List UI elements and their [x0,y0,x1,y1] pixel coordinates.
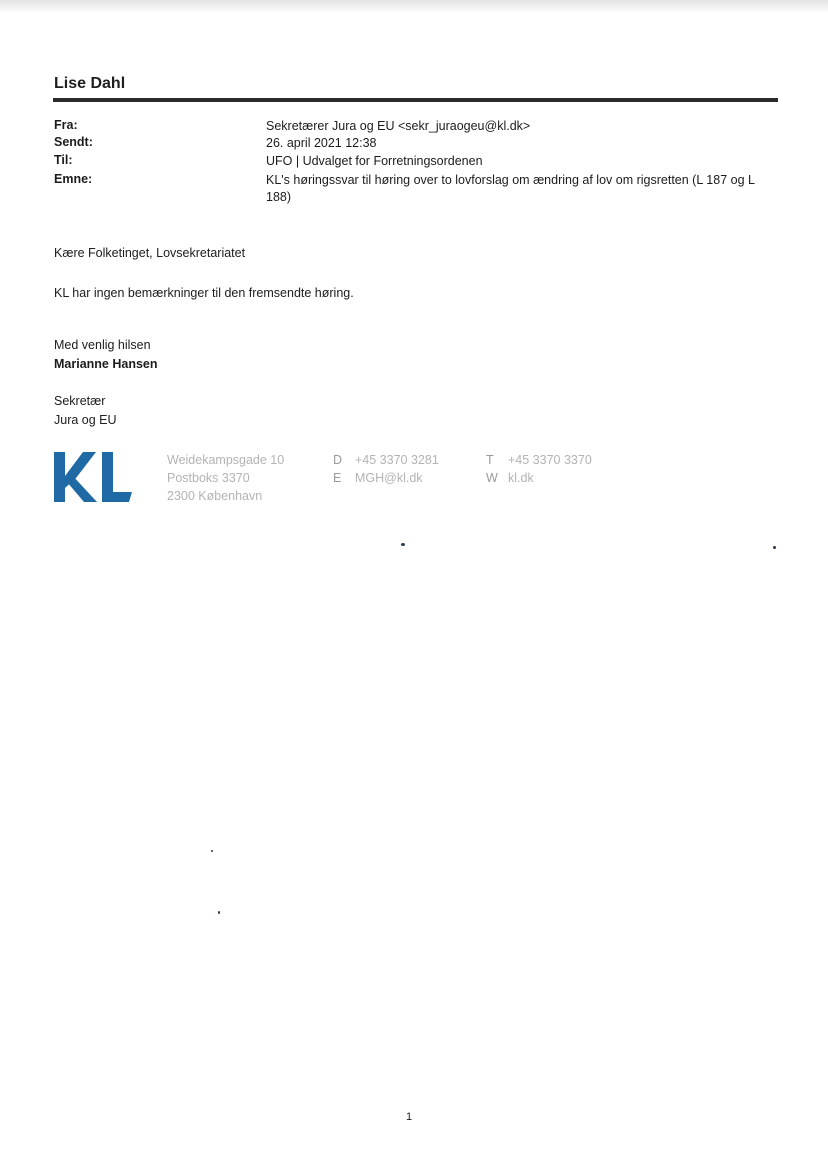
direct-phone-label: D [333,453,343,467]
closing: Med venlig hilsen [54,338,151,352]
to-value: UFO | Udvalget for Forretningsordenen [266,154,483,168]
subject-label: Emne: [54,172,93,186]
from-value: Sekretærer Jura og EU <sekr_juraogeu@kl.dk> [266,119,531,133]
main-phone: +45 3370 3370 [508,453,592,467]
sent-label: Sendt: [54,135,93,149]
direct-phone: +45 3370 3281 [355,453,439,467]
subject-value: KL's høringssvar til høring over to lovforslag om ændring af lov om rigsretten (L 187 og L 188) [266,173,755,204]
greeting: Kære Folketinget, Lovsekretariatet [54,246,246,260]
scan-speck [211,850,213,852]
scan-speck [773,546,776,549]
direct-contact-block [333,451,439,487]
kl-logo [54,452,134,504]
signer-title: Sekretær [54,394,106,408]
signer-name: Marianne Hansen [54,357,158,371]
main-contact-block [486,451,592,487]
main-phone-label: T [486,453,494,467]
to-label: Til: [54,153,73,167]
signer-department: Jura og EU [54,413,117,427]
address-line-2: Postboks 3370 [167,471,250,485]
address-line-1: Weidekampsgade 10 [167,453,285,467]
website-label: W [486,471,498,485]
from-label: Fra: [54,118,78,132]
recipient-name: Lise Dahl [54,75,126,92]
website: kl.dk [508,471,534,485]
header-rule [53,98,778,102]
address-block [167,451,284,505]
message: KL har ingen bemærkninger til den fremsendte høring. [54,286,354,300]
scan-speck [218,911,220,914]
scan-edge [0,0,828,13]
email-address: MGH@kl.dk [355,471,423,485]
address-line-3: 2300 København [167,489,263,503]
sent-value: 26. april 2021 12:38 [266,136,377,150]
scan-speck [401,543,405,546]
email-label: E [333,471,342,485]
page-number: 1 [406,1111,413,1123]
